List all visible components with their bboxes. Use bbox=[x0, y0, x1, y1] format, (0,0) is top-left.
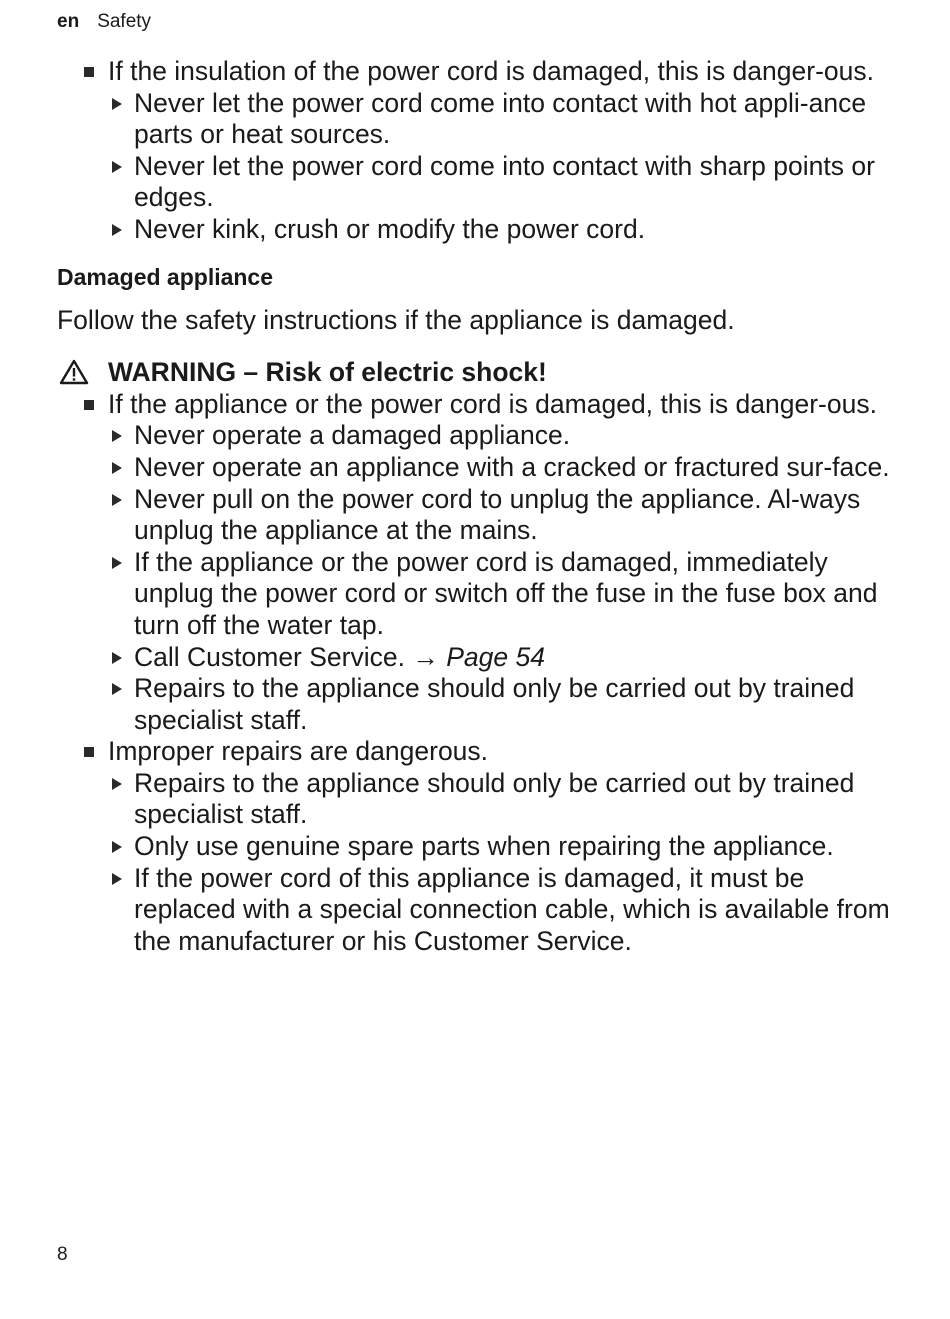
section-heading: Damaged appliance bbox=[57, 263, 274, 290]
damaged-appliance-list bbox=[57, 389, 892, 958]
instruction-step bbox=[108, 214, 892, 246]
bullet-text: If the insulation of the power cord is damaged, this is danger-ous. bbox=[108, 56, 874, 86]
triangle-bullet-icon bbox=[112, 557, 122, 569]
warning-heading bbox=[57, 357, 892, 389]
triangle-bullet-icon bbox=[112, 841, 122, 853]
arrow-right-icon: → bbox=[412, 641, 439, 672]
triangle-bullet-icon bbox=[112, 873, 122, 885]
triangle-bullet-icon bbox=[112, 98, 122, 110]
section-intro: Follow the safety instructions if the appliance is damaged. bbox=[57, 304, 735, 335]
bullet-text: If the appliance or the power cord is damaged, this is danger-ous. bbox=[108, 388, 877, 419]
page-reference-link[interactable]: Page 54 bbox=[446, 641, 545, 672]
triangle-bullet-icon bbox=[112, 462, 122, 474]
list-item bbox=[57, 56, 892, 246]
section-name: Safety bbox=[97, 11, 152, 32]
instruction-list bbox=[108, 768, 892, 958]
instruction-list bbox=[108, 88, 892, 246]
instruction-step bbox=[108, 831, 892, 863]
step-text: Never operate a damaged appliance. bbox=[134, 420, 571, 451]
instruction-step bbox=[108, 452, 892, 484]
step-text: Never pull on the power cord to unplug the appliance. Al-ways unplug the appliance at the mains. bbox=[134, 483, 861, 546]
warning-triangle-icon bbox=[59, 359, 89, 393]
power-cord-list bbox=[57, 56, 892, 246]
instruction-step bbox=[108, 863, 892, 958]
step-text: If the power cord of this appliance is damaged, it must be replaced with a special connection cable, which is available from the manufacturer or his Customer Service. bbox=[134, 862, 890, 956]
triangle-bullet-icon bbox=[112, 430, 122, 442]
language-code: en bbox=[57, 11, 80, 32]
page-content bbox=[57, 56, 892, 957]
instruction-list bbox=[108, 420, 892, 736]
square-bullet-icon bbox=[84, 747, 94, 757]
instruction-step bbox=[108, 673, 892, 736]
list-item bbox=[57, 736, 892, 957]
instruction-step bbox=[108, 642, 892, 674]
step-text: Never let the power cord come into contact with hot appli-ance parts or heat sources. bbox=[134, 87, 867, 150]
list-item bbox=[57, 389, 892, 737]
step-text: Never let the power cord come into contact with sharp points or edges. bbox=[134, 150, 875, 213]
square-bullet-icon bbox=[84, 67, 94, 77]
step-text: Never kink, crush or modify the power cord. bbox=[134, 213, 646, 244]
step-text: Call Customer Service. bbox=[134, 641, 405, 672]
step-text: Repairs to the appliance should only be carried out by trained specialist staff. bbox=[134, 767, 855, 830]
triangle-bullet-icon bbox=[112, 161, 122, 173]
instruction-step bbox=[108, 88, 892, 151]
triangle-bullet-icon bbox=[112, 224, 122, 236]
page-header bbox=[57, 10, 151, 34]
instruction-step bbox=[108, 420, 892, 452]
step-text: Only use genuine spare parts when repairing the appliance. bbox=[134, 831, 834, 862]
triangle-bullet-icon bbox=[112, 652, 122, 664]
triangle-bullet-icon bbox=[112, 683, 122, 695]
warning-text: WARNING – Risk of electric shock! bbox=[108, 357, 547, 388]
step-text: Never operate an appliance with a cracked or fractured sur-face. bbox=[134, 451, 890, 482]
square-bullet-icon bbox=[84, 400, 94, 410]
step-text: If the appliance or the power cord is damaged, immediately unplug the power cord or switch off the fuse in the fuse box and turn off the water tap. bbox=[134, 546, 878, 640]
instruction-step bbox=[108, 484, 892, 547]
bullet-text: Improper repairs are dangerous. bbox=[108, 736, 489, 767]
instruction-step bbox=[108, 768, 892, 831]
instruction-step bbox=[108, 151, 892, 214]
triangle-bullet-icon bbox=[112, 778, 122, 790]
step-text: Repairs to the appliance should only be carried out by trained specialist staff. bbox=[134, 673, 855, 735]
instruction-step bbox=[108, 547, 892, 642]
triangle-bullet-icon bbox=[112, 494, 122, 506]
page-number: 8 bbox=[57, 1244, 68, 1265]
